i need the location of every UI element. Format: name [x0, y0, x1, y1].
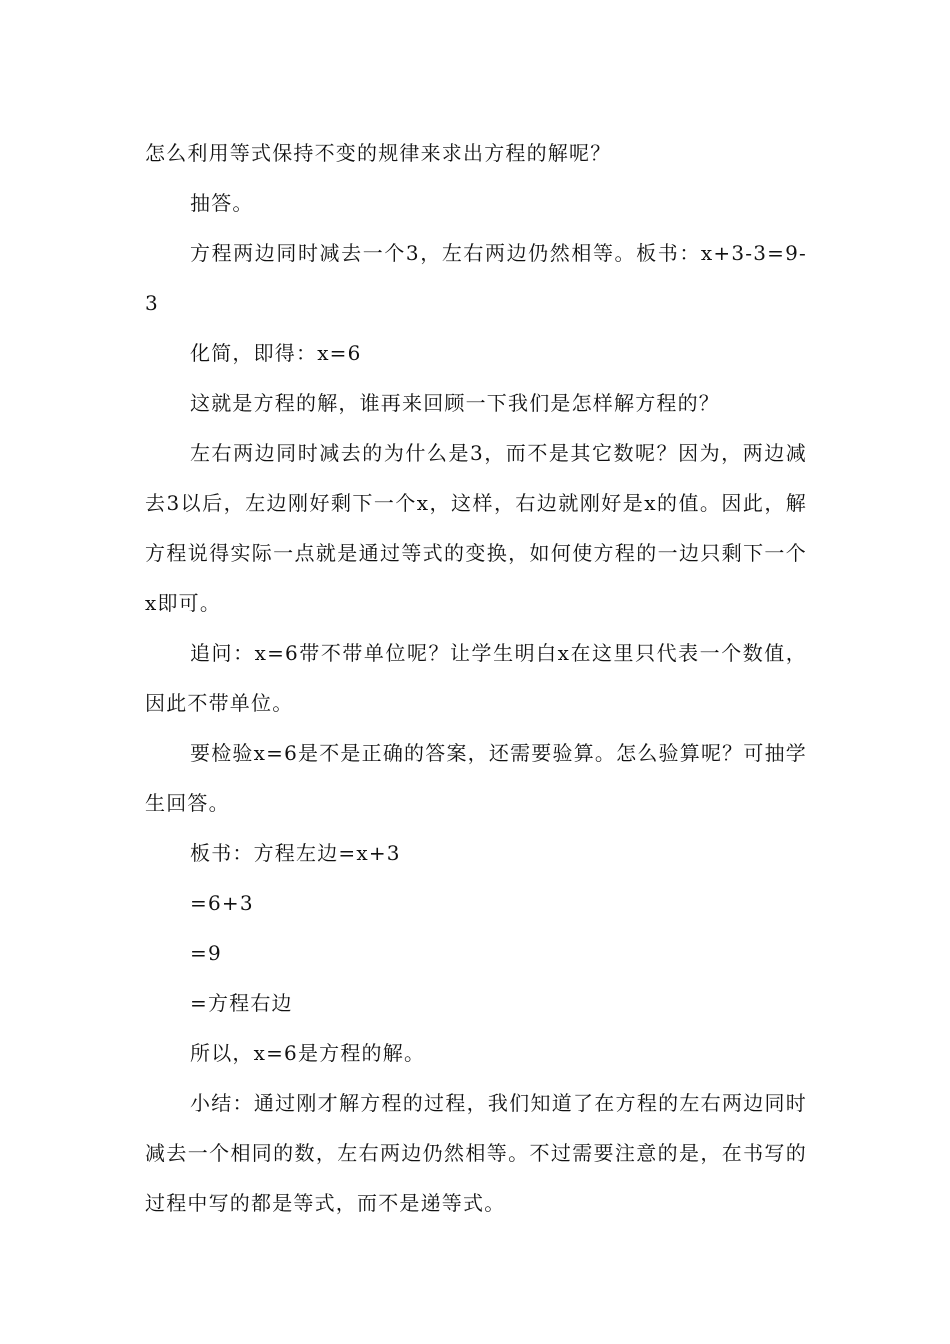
paragraph-verification: 要检验x=6是不是正确的答案，还需要验算。怎么验算呢？可抽学生回答。: [145, 741, 807, 815]
paragraph-step-right-side: =方程右边: [190, 991, 293, 1015]
paragraph-question: 怎么利用等式保持不变的规律来求出方程的解呢？: [145, 141, 612, 165]
paragraph-summary: 小结：通过刚才解方程的过程，我们知道了在方程的左右两边同时减去一个相同的数，左右两边仍然相等。不过需要注意的是，在书写的过程中写的都是等式，而不是递等式。: [145, 1091, 807, 1215]
paragraph-review: 这就是方程的解，谁再来回顾一下我们是怎样解方程的？: [190, 391, 720, 415]
paragraph-simplify: 化简，即得：x=6: [190, 341, 362, 365]
paragraph-answer-prompt: 抽答。: [190, 191, 254, 215]
paragraph-step-6-plus-3: =6+3: [190, 891, 254, 915]
paragraph-board-left-side: 板书：方程左边=x+3: [190, 841, 401, 865]
paragraph-explanation: 左右两边同时减去的为什么是3，而不是其它数呢？因为，两边减去3以后，左边刚好剩下一个x，这样，右边就刚好是x的值。因此，解方程说得实际一点就是通过等式的变换，如何使方程的一边只剩下一个x即可。: [145, 441, 807, 615]
paragraph-subtract-both-sides: 方程两边同时减去一个3，左右两边仍然相等。板书：x+3-3=9-3: [145, 241, 807, 315]
document-body: [145, 128, 807, 1228]
paragraph-units-question: 追问：x=6带不带单位呢？让学生明白x在这里只代表一个数值，因此不带单位。: [145, 641, 807, 715]
paragraph-conclusion: 所以，x=6是方程的解。: [190, 1041, 426, 1065]
paragraph-step-9: =9: [190, 941, 222, 965]
